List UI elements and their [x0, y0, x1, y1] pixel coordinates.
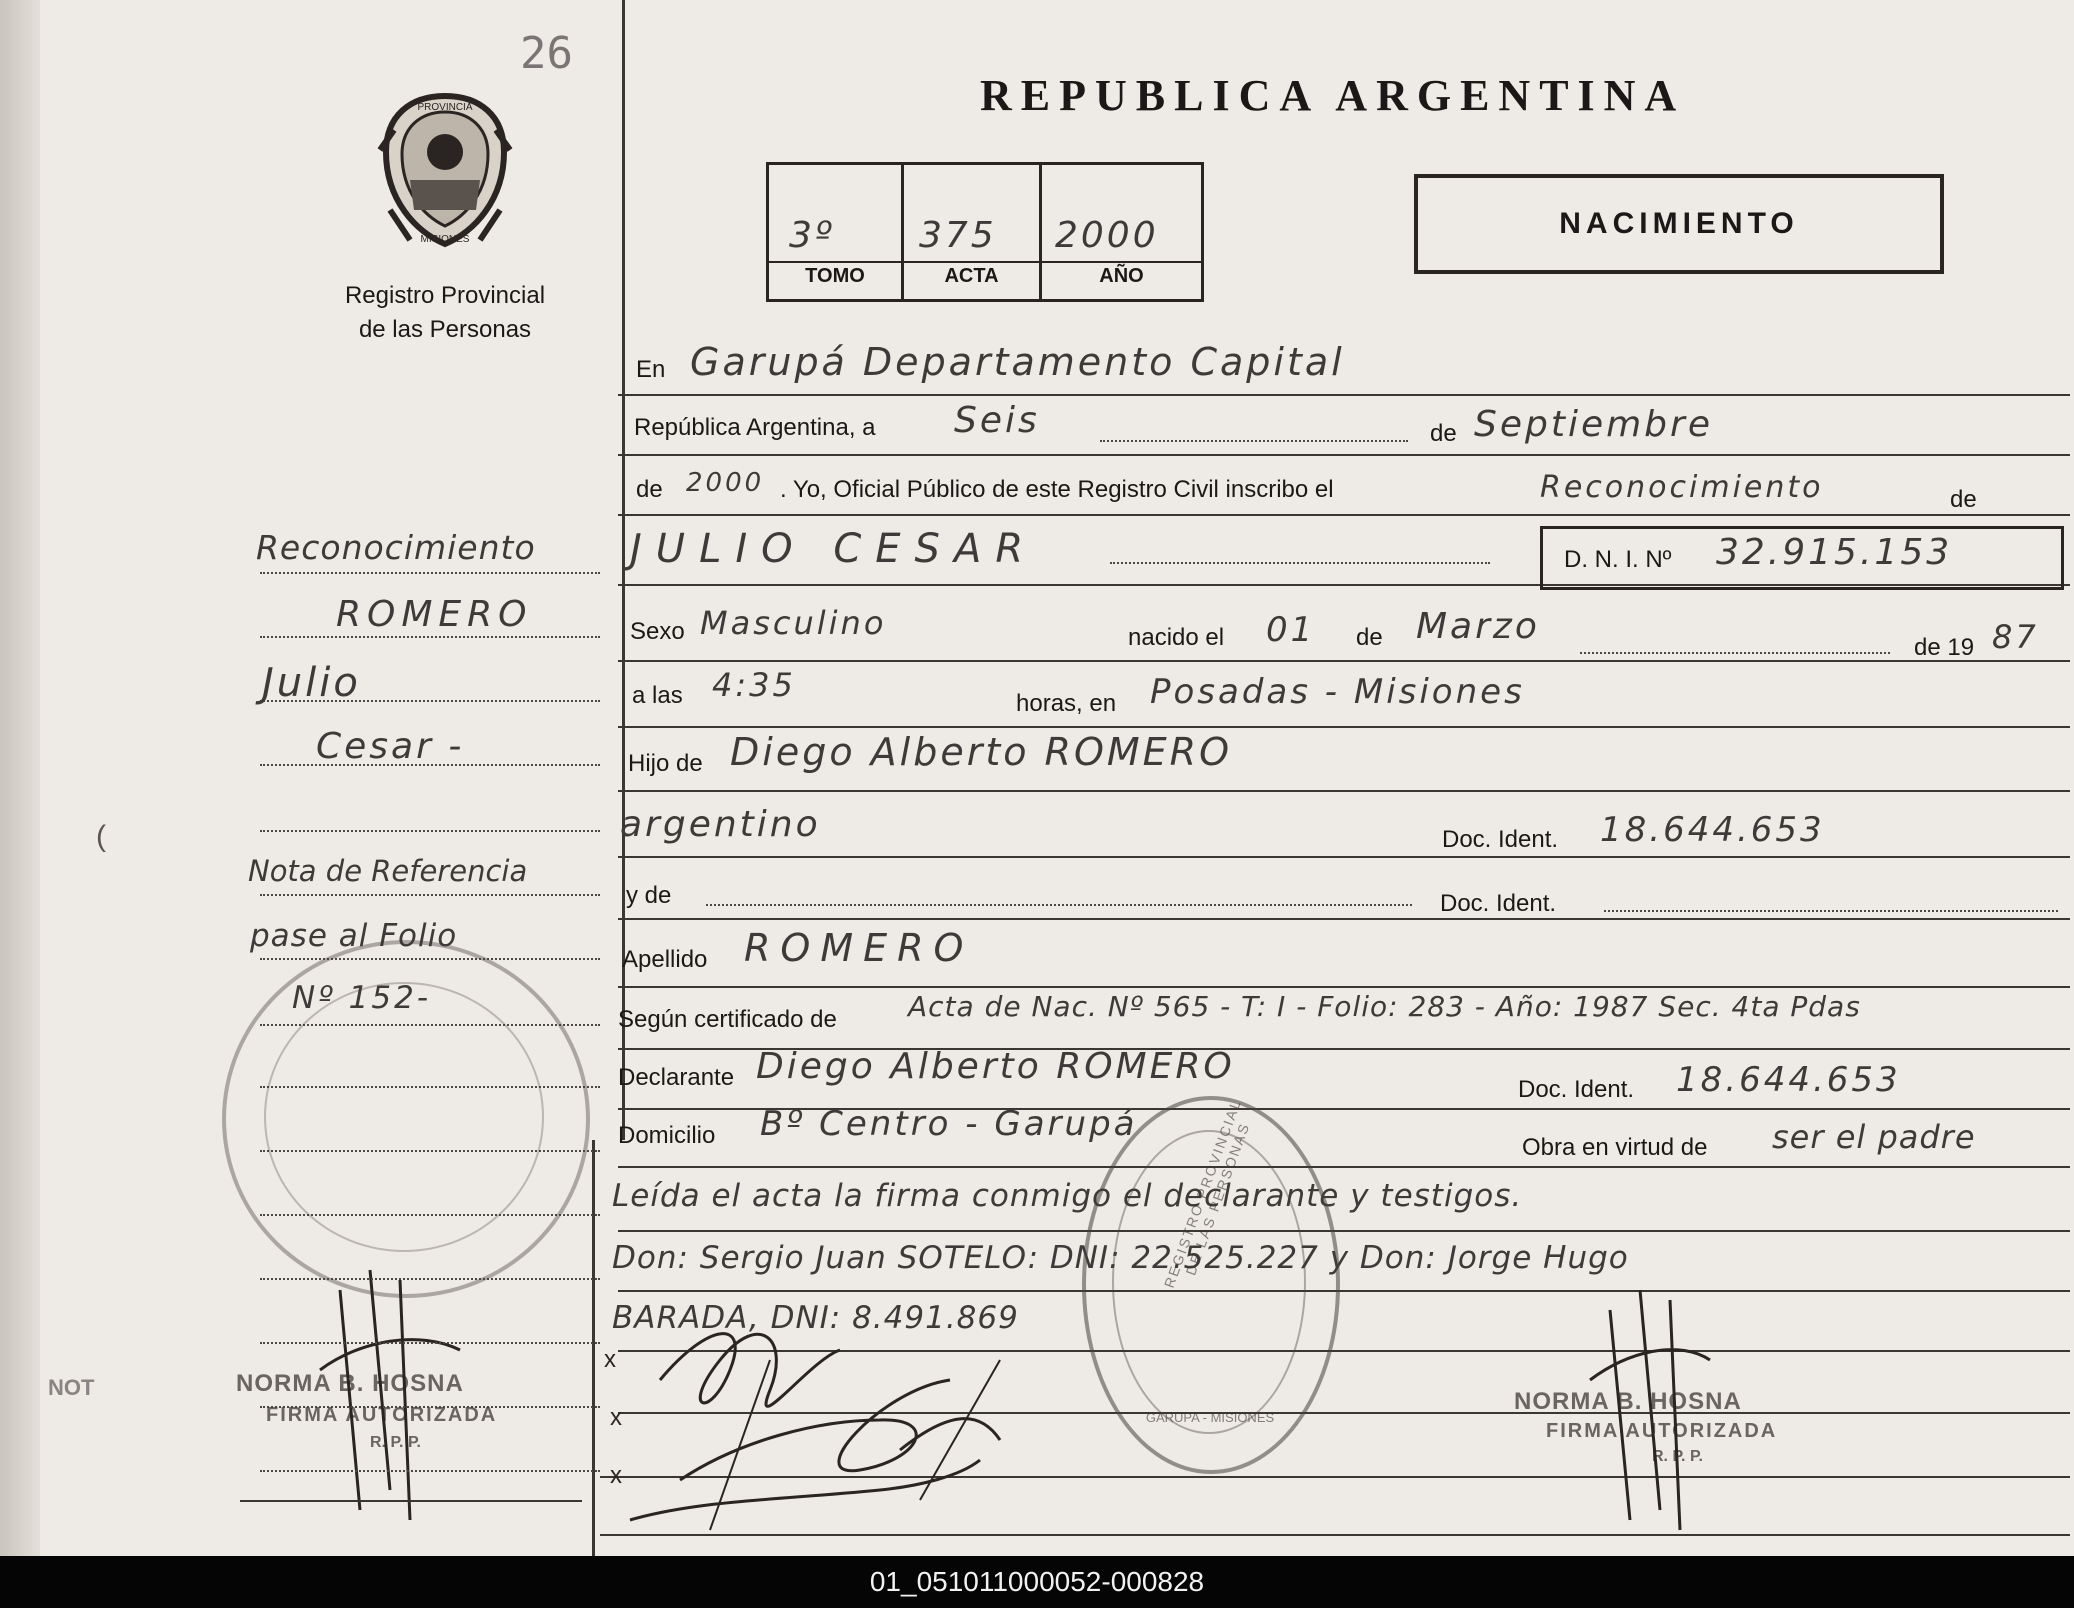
margin-mark: (: [96, 820, 106, 853]
child-name: JULIO CESAR: [630, 526, 1038, 572]
official-name-stamp-left: NORMA B. HOSNA: [236, 1370, 464, 1397]
birth-hour: 4:35: [712, 666, 796, 704]
day-value: Seis: [954, 400, 1040, 441]
official-title-stamp: FIRMA AUTORIZADA: [1546, 1420, 1778, 1442]
rule-line: [618, 394, 2070, 396]
hijo-label: Hijo de: [628, 750, 703, 777]
dotted-line: [1580, 652, 1890, 654]
left-edge-text: NOT: [48, 1375, 95, 1400]
coat-of-arms-icon: [370, 90, 520, 250]
note-line-2: Don: Sergio Juan SOTELO: DNI: 22.525.227 y Don: Jorge Hugo: [612, 1240, 1629, 1276]
margin-line: [260, 1278, 600, 1280]
signature-icon: [1580, 1270, 1720, 1550]
nacido-label: nacido el: [1128, 624, 1225, 651]
dotted-line: [1604, 910, 2058, 912]
round-seal-bottom-text: GARUPA - MISIONES: [1145, 1410, 1275, 1425]
svg-text:PROVINCIA: PROVINCIA: [417, 102, 473, 113]
margin-line: [260, 830, 600, 832]
signature-icon: [620, 1300, 1080, 1540]
birth-de-label: de: [1356, 624, 1383, 651]
yde-label: y de: [626, 882, 672, 909]
anio-value: 2000: [1055, 215, 1159, 256]
margin-line: [260, 572, 600, 574]
de2-label: de: [636, 476, 663, 503]
father-name: Diego Alberto ROMERO: [730, 730, 1232, 774]
margin-note-4: Cesar -: [316, 726, 465, 767]
father-nationality: argentino: [620, 804, 821, 845]
year-value: 2000: [686, 468, 765, 498]
x-mark: x: [610, 1404, 622, 1431]
margin-note-3: Julio: [262, 660, 361, 706]
registry-name-line2: de las Personas: [358, 316, 532, 343]
page-number: 26: [520, 28, 573, 79]
rule-line: [618, 454, 2070, 456]
left-round-seal-inner: [264, 982, 544, 1252]
doc3-label: Doc. Ident.: [1518, 1076, 1635, 1103]
rule-line: [618, 790, 2070, 792]
margin-line: [260, 1214, 600, 1216]
margin-line: [260, 958, 600, 960]
note-line-3: BARADA, DNI: 8.491.869: [612, 1300, 1019, 1336]
domicilio-label: Domicilio: [618, 1122, 716, 1149]
horas-label: horas, en: [1016, 690, 1117, 717]
country-title: REPUBLICA ARGENTINA: [980, 71, 1686, 120]
column-divider-lower: [592, 1140, 595, 1556]
republica-label: República Argentina, a: [634, 414, 876, 441]
oficial-text: . Yo, Oficial Público de este Registro Civil inscribo el: [780, 476, 1334, 503]
rule-line: [618, 726, 2070, 728]
obra-label: Obra en virtud de: [1522, 1134, 1708, 1161]
declarante-label: Declarante: [618, 1064, 735, 1091]
declarante-doc: 18.644.653: [1676, 1060, 1901, 1100]
doc2-label: Doc. Ident.: [1440, 890, 1557, 917]
x-mark: x: [604, 1346, 616, 1373]
margin-note-6: pase al Folio: [250, 918, 458, 954]
margin-line: [260, 1470, 600, 1472]
margin-line: [260, 1406, 600, 1408]
record-type: NACIMIENTO: [1559, 207, 1799, 240]
image-id-footer: 01_051011000052-000828: [0, 1556, 2074, 1608]
segun-value: Acta de Nac. Nº 565 - T: I - Folio: 283 - Año: 1987 Sec. 4ta Pdas: [908, 990, 1861, 1023]
birth-year: 87: [1992, 618, 2039, 656]
margin-line: [260, 1086, 600, 1088]
record-box: [766, 162, 1204, 302]
margin-line: [260, 1150, 600, 1152]
margin-line: [260, 1342, 600, 1344]
dni-label: D. N. I. Nº: [1564, 546, 1672, 573]
rule-line: [618, 660, 2070, 662]
surname: ROMERO: [744, 926, 974, 970]
record-type-box: [1414, 174, 1944, 274]
rule-line: [618, 1230, 2070, 1232]
declarante-name: Diego Alberto ROMERO: [756, 1046, 1235, 1087]
official-name-stamp: NORMA B. HOSNA: [1514, 1388, 1742, 1415]
dotted-line: [706, 904, 1412, 906]
left-page-edge: [0, 0, 40, 1556]
domicilio-value: Bº Centro - Garupá: [760, 1104, 1138, 1144]
svg-text:MISIONES: MISIONES: [420, 234, 470, 245]
registry-name-line1: Registro Provincial: [344, 282, 546, 309]
official-title-stamp-left: FIRMA AUTORIZADA: [266, 1404, 498, 1426]
margin-note-7: Nº 152-: [292, 980, 432, 1016]
acta-label: ACTA: [944, 265, 999, 287]
birth-year-label: de 19: [1914, 634, 1975, 661]
margin-line: [260, 894, 600, 896]
rule-line: [618, 986, 2070, 988]
de3-label: de: [1950, 486, 1977, 513]
margin-note-2: ROMERO: [336, 594, 533, 635]
rule-line: [618, 1290, 2070, 1292]
rule-line: [618, 1166, 2070, 1168]
anio-label: AÑO: [1099, 265, 1144, 287]
signature-icon: [300, 1250, 480, 1540]
tomo-label: TOMO: [805, 265, 865, 287]
dotted-line: [1100, 440, 1408, 442]
margin-line: [260, 636, 600, 638]
official-org-stamp-left: R. P. P.: [370, 1434, 421, 1451]
acta-value: 375: [919, 215, 997, 256]
round-seal-text: REGISTRO PROVINCIAL DE LAS PERSONAS: [1160, 1096, 1253, 1290]
sexo-value: Masculino: [700, 604, 887, 642]
margin-note-5: Nota de Referencia: [248, 854, 528, 888]
margin-line: [260, 1024, 600, 1026]
birth-day: 01: [1266, 610, 1316, 650]
doc-label: Doc. Ident.: [1442, 826, 1559, 853]
rule-line: [618, 856, 2070, 858]
tomo-value: 3º: [789, 215, 835, 256]
note-line-1: Leída el acta la firma conmigo el declarante y testigos.: [612, 1178, 1523, 1214]
dotted-line: [1110, 562, 1490, 564]
rule-line: [618, 514, 2070, 516]
rule-line: [618, 918, 2070, 920]
x-mark: x: [610, 1462, 622, 1489]
en-label: En: [636, 356, 666, 383]
father-doc: 18.644.653: [1600, 810, 1825, 850]
de-label: de: [1430, 420, 1457, 447]
en-value: Garupá Departamento Capital: [690, 340, 1345, 384]
birth-month: Marzo: [1416, 606, 1540, 647]
official-org-stamp: R. P. P.: [1652, 1448, 1703, 1465]
acto-value: Reconocimiento: [1540, 470, 1824, 505]
obra-value: ser el padre: [1772, 1118, 1976, 1156]
margin-note-1: Reconocimiento: [256, 528, 536, 567]
segun-label: Según certificado de: [618, 1006, 837, 1033]
apellido-label: Apellido: [622, 946, 708, 973]
margin-line: [240, 1500, 582, 1502]
month-value: Septiembre: [1474, 404, 1713, 445]
dni-value: 32.915.153: [1716, 532, 1953, 573]
sexo-label: Sexo: [630, 618, 685, 645]
birth-place: Posadas - Misiones: [1150, 672, 1525, 712]
alas-label: a las: [632, 682, 683, 709]
